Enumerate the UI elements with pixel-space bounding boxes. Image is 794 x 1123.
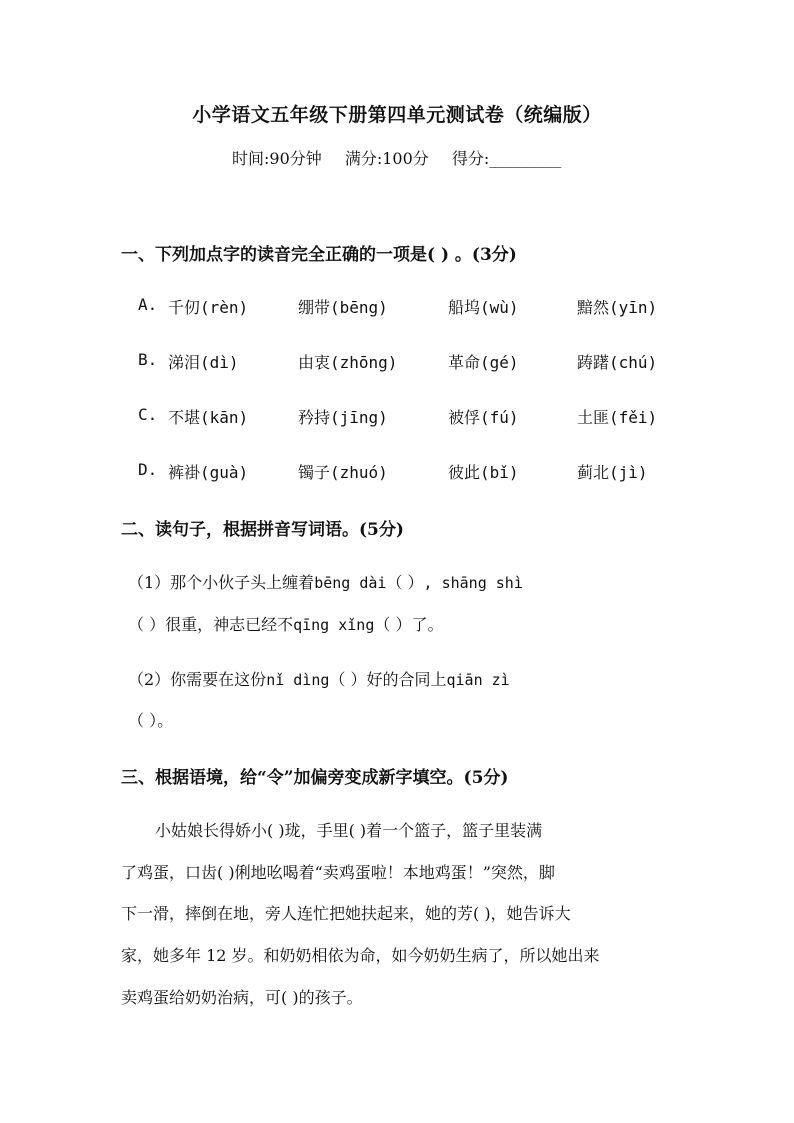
- time-limit: 时间:90分钟: [232, 149, 322, 168]
- full-score: 满分:100分: [344, 149, 429, 168]
- question-2-2-line-1: [128, 667, 510, 690]
- paragraph-line: 卖鸡蛋给奶奶治病，可( )的孩子。: [121, 988, 363, 1007]
- option-d-item: 镯子(zhuó): [298, 463, 388, 482]
- question-2-1-line-2: [128, 612, 443, 635]
- pinyin-prompt: nǐ dìng: [266, 671, 330, 689]
- paragraph-line: 家，她多年 12 岁。和奶奶相依为命，如今奶奶生病了，所以她出来: [121, 946, 600, 965]
- question-2-1-line-1: [128, 570, 523, 593]
- option-b-item: 由衷(zhōng): [298, 353, 398, 372]
- option-b-item: 涕泪(dì): [168, 353, 239, 372]
- paragraph-line: 了鸡蛋，口齿( )俐地吆喝着“卖鸡蛋啦！本地鸡蛋！”突然，脚: [121, 863, 555, 882]
- sentence-text: （1）那个小伙子头上缠着: [128, 573, 315, 592]
- option-b-item: 踌躇(chú): [577, 353, 658, 372]
- paragraph-line: 下一滑，摔倒在地，旁人连忙把她扶起来，她的芳( )，她告诉大: [121, 904, 571, 923]
- option-d-item: 裤褂(guà): [168, 463, 249, 482]
- sentence-text: （ ）了。: [374, 615, 444, 634]
- question-2-2-line-2: （ ）。: [128, 711, 174, 730]
- page-title: 小学语文五年级下册第四单元测试卷（统编版）: [192, 104, 602, 126]
- option-b-item: 革命(gé): [448, 353, 519, 372]
- pinyin-prompt: qiān zì: [446, 671, 510, 689]
- pinyin-prompt: , shāng shì: [423, 574, 523, 592]
- option-a-item: 千仞(rèn): [168, 298, 249, 317]
- option-c-item: 矜持(jīng): [298, 408, 388, 427]
- option-a-item: 船坞(wù): [448, 298, 519, 317]
- answer-blank: （ ）: [386, 573, 424, 592]
- section1-heading: 一、下列加点字的读音完全正确的一项是( ) 。(3分): [121, 245, 517, 265]
- option-c-item: 被俘(fú): [448, 408, 519, 427]
- pinyin-prompt: bēng dài: [314, 574, 387, 592]
- option-a-item: 绷带(bēng): [298, 298, 388, 317]
- pinyin-prompt: qīng xǐng: [293, 616, 375, 634]
- option-d-item: 彼此(bǐ): [448, 463, 519, 482]
- section3-heading: 三、根据语境，给“令”加偏旁变成新字填空。(5分): [121, 768, 509, 788]
- option-c-item: 土匪(fěi): [577, 408, 658, 427]
- paragraph-line: 小姑娘长得娇小( )珑，手里( )着一个篮子，篮子里装满: [155, 821, 543, 840]
- sentence-text: （ ）很重，神志已经不: [128, 615, 294, 634]
- option-b-label: B.: [138, 350, 158, 369]
- exam-meta: [232, 146, 579, 169]
- option-a-label: A.: [138, 295, 158, 314]
- option-c-item: 不堪(kān): [168, 408, 249, 427]
- score-field: 得分:_________: [451, 149, 562, 168]
- option-d-label: D.: [138, 460, 158, 479]
- sentence-text: （2）你需要在这份: [128, 670, 267, 689]
- option-c-label: C.: [138, 405, 158, 424]
- option-a-item: 黯然(yīn): [577, 298, 658, 317]
- sentence-text: （ ）好的合同上: [329, 670, 447, 689]
- section2-heading: 二、读句子，根据拼音写词语。(5分): [121, 520, 404, 540]
- option-d-item: 蓟北(jì): [577, 463, 648, 482]
